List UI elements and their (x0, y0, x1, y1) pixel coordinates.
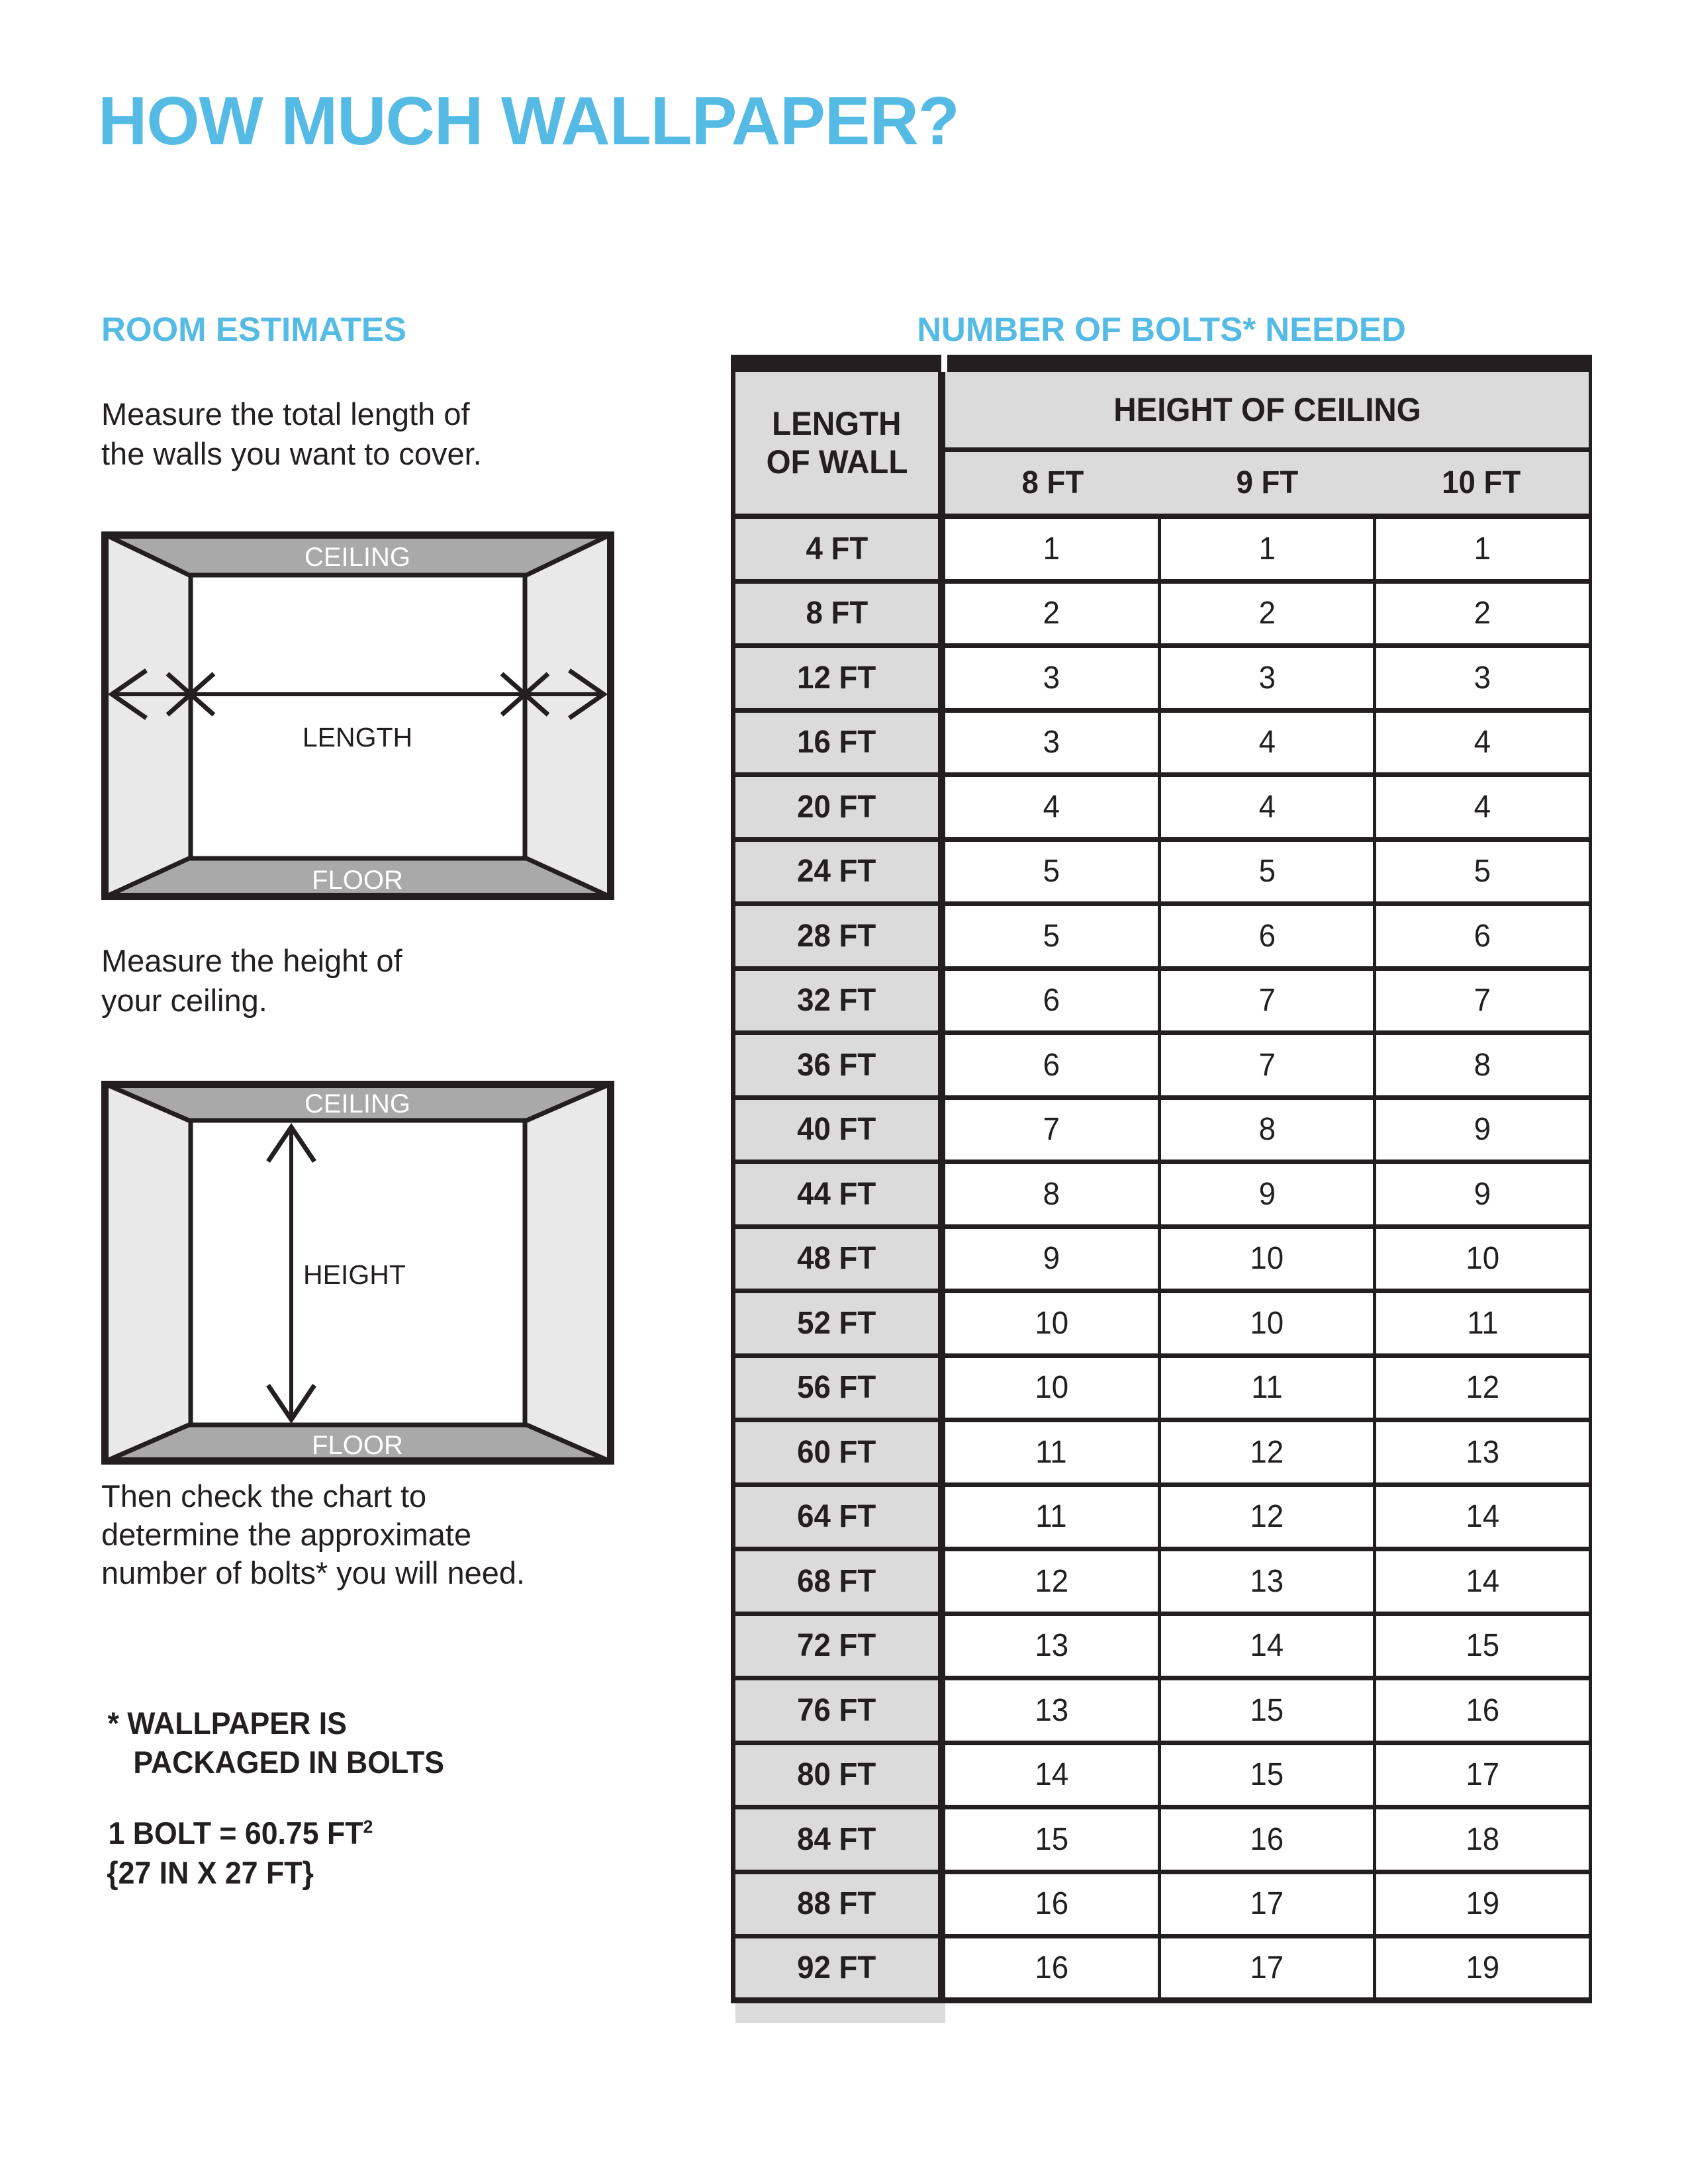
row-label: 60 FT (731, 1422, 945, 1482)
cell-value: 9 (1158, 1164, 1374, 1224)
bolts-table-body (731, 519, 1592, 2003)
cell-value: 10 (1158, 1293, 1374, 1353)
footnote-line1: * WALLPAPER IS (107, 1706, 347, 1741)
row-label: 12 FT (731, 648, 945, 708)
cell-value: 12 (945, 1551, 1158, 1612)
step3-line1: Then check the chart to (101, 1479, 427, 1514)
table-row (731, 1422, 1592, 1487)
step3-paragraph (101, 1477, 525, 1592)
row-label: 56 FT (731, 1358, 945, 1418)
cell-value: 4 (1373, 713, 1592, 773)
cell-value: 13 (1373, 1422, 1592, 1482)
table-header (731, 372, 1592, 519)
cell-value: 14 (1373, 1487, 1592, 1547)
row-label: 76 FT (731, 1680, 945, 1741)
floor-label: FLOOR (312, 866, 403, 895)
cell-value: 11 (1158, 1358, 1374, 1418)
table-row (731, 1229, 1592, 1294)
right-wall-face (525, 1081, 614, 1465)
bolt-equation-superscript: 2 (363, 1815, 373, 1837)
row-label: 20 FT (731, 777, 945, 837)
table-row (731, 1164, 1592, 1229)
step2-line1: Measure the height of (101, 943, 402, 978)
cell-value: 5 (1158, 842, 1374, 902)
table-row (731, 1616, 1592, 1681)
cell-value: 12 (1158, 1487, 1374, 1547)
cell-value: 9 (1373, 1164, 1592, 1224)
column-header-8ft: 8 FT (1021, 465, 1084, 500)
cell-value: 15 (945, 1809, 1158, 1870)
cell-value: 6 (945, 1035, 1158, 1095)
table-row (731, 1551, 1592, 1616)
table-top-bar-notch (941, 355, 947, 372)
table-row (731, 1100, 1592, 1165)
cell-value: 16 (1158, 1809, 1374, 1870)
ceiling-label: CEILING (304, 1089, 411, 1118)
cell-value: 6 (1373, 906, 1592, 966)
column-header-10ft: 10 FT (1442, 465, 1521, 500)
room-height-diagram (101, 1081, 614, 1465)
cell-value: 15 (1373, 1616, 1592, 1676)
row-label: 52 FT (731, 1293, 945, 1353)
cell-value: 12 (1373, 1358, 1592, 1418)
table-row (731, 648, 1592, 713)
row-label: 32 FT (731, 971, 945, 1031)
row-label: 84 FT (731, 1809, 945, 1870)
cell-value: 2 (1373, 584, 1592, 644)
bolts-table (731, 355, 1592, 2023)
section-title-room-estimates: ROOM ESTIMATES (101, 310, 406, 348)
cell-value: 14 (1373, 1551, 1592, 1612)
bolt-dimensions: {27 IN X 27 FT} (107, 1855, 314, 1890)
cell-value: 7 (1158, 1035, 1374, 1095)
row-label: 44 FT (731, 1164, 945, 1224)
column-axis-header (945, 372, 1592, 514)
cell-value: 8 (1158, 1100, 1374, 1160)
cell-value: 4 (1373, 777, 1592, 837)
height-label: HEIGHT (303, 1259, 406, 1290)
cell-value: 19 (1373, 1938, 1592, 1997)
table-row (731, 1938, 1592, 2003)
table-row (731, 1745, 1592, 1810)
table-row (731, 842, 1592, 907)
table-row (731, 777, 1592, 842)
cell-value: 10 (945, 1293, 1158, 1353)
step1-line1: Measure the total length of (101, 396, 470, 432)
footnote-line2: PACKAGED IN BOLTS (133, 1745, 445, 1780)
table-row (731, 519, 1592, 584)
room-length-diagram (101, 531, 614, 900)
row-label: 36 FT (731, 1035, 945, 1095)
cell-value: 13 (945, 1680, 1158, 1741)
step1-paragraph (101, 394, 482, 474)
cell-value: 3 (945, 648, 1158, 708)
cell-value: 11 (1373, 1293, 1592, 1353)
back-wall-face (191, 575, 525, 858)
cell-value: 4 (1158, 713, 1374, 773)
row-label: 40 FT (731, 1100, 945, 1160)
cell-value: 8 (945, 1164, 1158, 1224)
table-row (731, 713, 1592, 778)
cell-value: 13 (945, 1616, 1158, 1676)
row-label: 64 FT (731, 1487, 945, 1547)
row-label: 4 FT (731, 519, 945, 579)
table-row (731, 1358, 1592, 1423)
row-label: 68 FT (731, 1551, 945, 1612)
table-row (731, 971, 1592, 1036)
page-title: HOW MUCH WALLPAPER? (98, 83, 959, 159)
cell-value: 4 (1158, 777, 1374, 837)
cell-value: 3 (945, 713, 1158, 773)
cell-value: 10 (945, 1358, 1158, 1418)
cell-value: 6 (1158, 906, 1374, 966)
ceiling-label: CEILING (304, 543, 411, 572)
table-row (731, 584, 1592, 649)
cell-value: 16 (945, 1938, 1158, 1997)
cell-value: 7 (1158, 971, 1374, 1031)
cell-value: 14 (945, 1745, 1158, 1805)
row-label: 88 FT (731, 1874, 945, 1934)
table-top-bar (731, 355, 1592, 372)
cell-value: 11 (945, 1422, 1158, 1482)
section-title-bolts-needed: NUMBER OF BOLTS* NEEDED (917, 310, 1406, 348)
cell-value: 11 (945, 1487, 1158, 1547)
cell-value: 9 (945, 1229, 1158, 1289)
table-row (731, 906, 1592, 971)
row-label: 48 FT (731, 1229, 945, 1289)
column-header-9ft: 9 FT (1236, 465, 1298, 500)
step2-line2: your ceiling. (101, 983, 267, 1018)
cell-value: 13 (1158, 1551, 1374, 1612)
row-label: 28 FT (731, 906, 945, 966)
cell-value: 6 (945, 971, 1158, 1031)
table-footer-shade (735, 2003, 945, 2023)
table-row (731, 1680, 1592, 1745)
cell-value: 4 (945, 777, 1158, 837)
cell-value: 7 (945, 1100, 1158, 1160)
cell-value: 1 (1158, 519, 1374, 579)
column-headers (945, 452, 1589, 514)
floor-label: FLOOR (312, 1431, 403, 1460)
cell-value: 8 (1373, 1035, 1592, 1095)
cell-value: 17 (1158, 1938, 1374, 1997)
cell-value: 16 (945, 1874, 1158, 1934)
cell-value: 17 (1158, 1874, 1374, 1934)
cell-value: 19 (1373, 1874, 1592, 1934)
step2-paragraph (101, 941, 402, 1021)
cell-value: 15 (1158, 1745, 1374, 1805)
wallpaper-footnote (101, 1704, 452, 1782)
table-row (731, 1874, 1592, 1939)
length-label: LENGTH (302, 722, 413, 752)
cell-value: 2 (1158, 584, 1374, 644)
step1-line2: the walls you want to cover. (101, 436, 482, 471)
table-row (731, 1809, 1592, 1874)
cell-value: 5 (945, 906, 1158, 966)
cell-value: 17 (1373, 1745, 1592, 1805)
cell-value: 3 (1373, 648, 1592, 708)
cell-value: 3 (1158, 648, 1374, 708)
cell-value: 14 (1158, 1616, 1374, 1676)
cell-value: 5 (1373, 842, 1592, 902)
step3-line2: determine the approximate (101, 1517, 472, 1552)
row-label: 80 FT (731, 1745, 945, 1805)
row-label: 92 FT (731, 1938, 945, 1997)
cell-value: 2 (945, 584, 1158, 644)
cell-value: 1 (945, 519, 1158, 579)
step3-line3: number of bolts* you will need. (101, 1555, 526, 1590)
row-label: 16 FT (731, 713, 945, 773)
cell-value: 1 (1373, 519, 1592, 579)
group-header: HEIGHT OF CEILING (945, 372, 1589, 452)
row-label: 8 FT (731, 584, 945, 644)
table-row (731, 1487, 1592, 1552)
table-row (731, 1293, 1592, 1358)
cell-value: 10 (1158, 1229, 1374, 1289)
row-axis-header: LENGTH OF WALL (731, 372, 945, 514)
bolt-equation-text: 1 BOLT = 60.75 FT (108, 1815, 363, 1850)
cell-value: 7 (1373, 971, 1592, 1031)
row-label: 24 FT (731, 842, 945, 902)
cell-value: 12 (1158, 1422, 1374, 1482)
cell-value: 9 (1373, 1100, 1592, 1160)
row-label: 72 FT (731, 1616, 945, 1676)
cell-value: 15 (1158, 1680, 1374, 1741)
table-row (731, 1035, 1592, 1100)
bolt-equation (101, 1815, 380, 1851)
cell-value: 16 (1373, 1680, 1592, 1741)
cell-value: 5 (945, 842, 1158, 902)
left-wall-face (101, 1081, 191, 1465)
cell-value: 18 (1373, 1809, 1592, 1870)
cell-value: 10 (1373, 1229, 1592, 1289)
